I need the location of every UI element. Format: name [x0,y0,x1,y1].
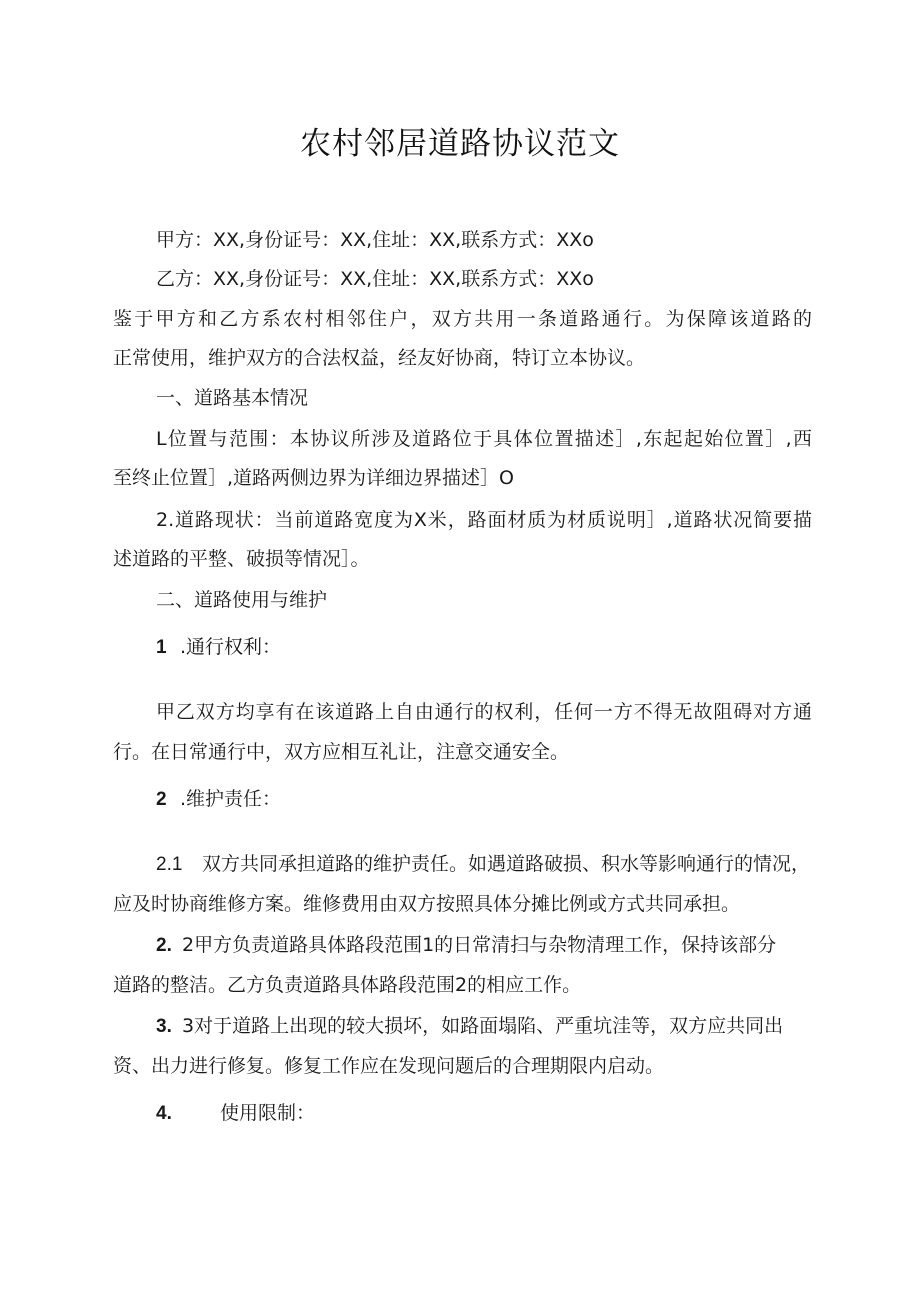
s2-21-line-1 [156,852,812,877]
s2-item1-number: 1 [156,637,167,658]
s2-21-number: 2.1 [156,854,183,875]
s2-23-text: 3对于道路上出现的较大损坏，如路面塌陷、严重坑洼等，双方应共同出 [182,1015,784,1037]
s2-item2-heading [156,787,281,812]
s2-item1-label: .通行权利： [180,636,282,658]
s2-item4-label: 使用限制： [220,1102,316,1124]
section-1-heading: 一、道路基本情况 [156,387,309,409]
s2-22-line-1 [156,933,776,958]
s2-item2-number: 2 [156,789,167,810]
party-a-info: 甲方：XX,身份证号：XX,住址：XX,联系方式：XXo [156,229,594,251]
s1-item1-line-2: 至终止位置］,道路两侧边界为详细边界描述］O [113,467,514,489]
s2-23-number: 3. [156,1016,172,1037]
s2-item4-heading [156,1101,315,1126]
s1-item2-line-1: 2.道路现状：当前道路宽度为X米，路面材质为材质说明］,道路状况简要描 [156,509,812,531]
s2-22-text: 2甲方负责道路具体路段范围1的日常清扫与杂物清理工作，保持该部分 [182,934,777,956]
s2-23-line-2: 资、出力进行修复。修复工作应在发现问题后的合理期限内启动。 [113,1055,665,1077]
s2-23-line-1 [156,1014,783,1039]
document-title: 农村邻居道路协议范文 [300,126,620,162]
s2-item2-label: .维护责任： [180,788,282,810]
s2-21-line-2: 应及时协商维修方案。维修费用由双方按照具体分摊比例或方式共同承担。 [113,893,741,915]
s2-22-line-2: 道路的整洁。乙方负责道路具体路段范围2的相应工作。 [113,974,582,996]
s2-item1-text-line-2: 行。在日常通行中，双方应相互礼让，注意交通安全。 [113,741,570,763]
party-b-info: 乙方：XX,身份证号：XX,住址：XX,联系方式：XXo [156,268,594,290]
s2-22-number: 2. [156,935,172,956]
preamble-line-2: 正常使用，维护双方的合法权益，经友好协商，特订立本协议。 [113,347,646,369]
s2-item1-heading [156,635,281,660]
s2-21-text: 双方共同承担道路的维护责任。如遇道路破损、积水等影响通行的情况， [202,853,811,875]
s2-item1-text-line-1: 甲乙双方均享有在该道路上自由通行的权利，任何一方不得无故阻碍对方通 [156,701,812,723]
section-2-heading: 二、道路使用与维护 [156,589,328,611]
s1-item1-line-1: L位置与范围：本协议所涉及道路位于具体位置描述］,东起起始位置］,西 [156,428,812,450]
preamble-line-1: 鉴于甲方和乙方系农村相邻住户，双方共用一条道路通行。为保障该道路的 [113,308,812,330]
s2-item4-number: 4. [156,1103,172,1124]
s1-item2-line-2: 述道路的平整、破损等情况］。 [113,548,370,570]
